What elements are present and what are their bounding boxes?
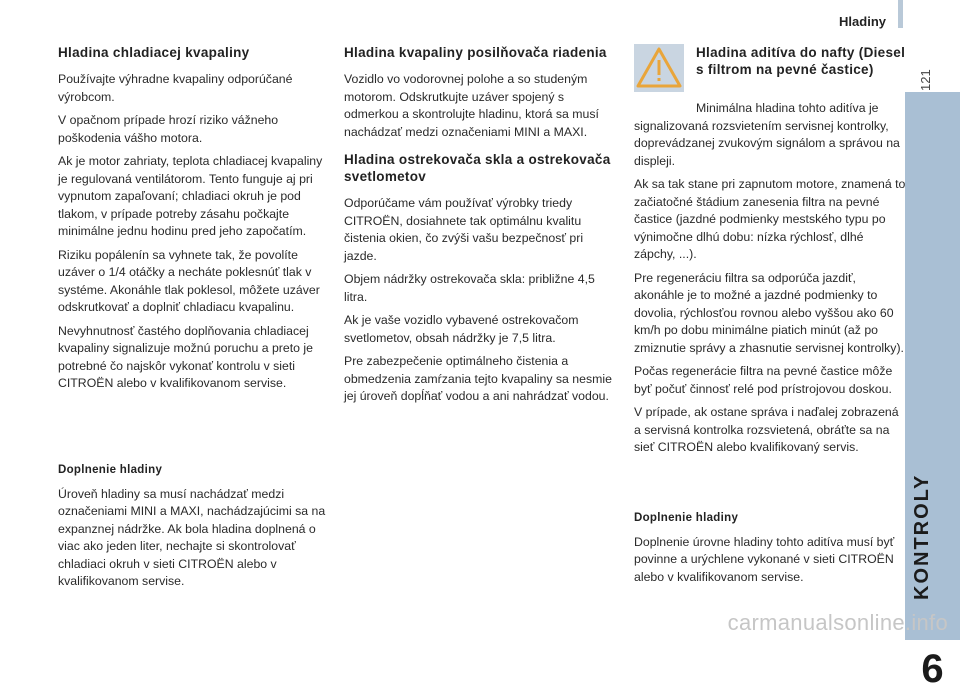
washer-para-2: Objem nádržky ostrekovača skla: približne 4,5 litra. [344,272,595,304]
washer-para-4: Pre zabezpečenie optimálneho čistenia a obmedzenia zamŕzania tejto kvapaliny sa nesmie jej úroveň dopĺňať vodou a ani nahrádzať vodou. [344,354,612,403]
warning-box [634,44,684,92]
chapter-label: KONTROLY [911,473,933,601]
additive-para-4: Počas regenerácie filtra na pevné častice môže byť počuť činnosť relé pod prístrojovou doskou. [634,364,893,396]
additive-title-box [696,44,908,84]
warning-triangle-icon [634,44,684,92]
additive-topup-section [634,510,908,592]
steering-title: Hladina kvapaliny posilňovača riadenia [344,45,607,60]
steering-washer-section [344,44,614,412]
coolant-para-1: Používajte výhradne kvapaliny odporúčané výrobcom. [58,72,293,104]
coolant-title: Hladina chladiacej kvapaliny [58,45,250,60]
section-title: Hladiny [839,14,886,29]
chapter-tab[interactable] [905,92,960,691]
chapter-number: 6 [921,647,944,691]
additive-topup-title: Doplnenie hladiny [634,512,739,524]
additive-para-2: Ak sa tak stane pri zapnutom motore, znamená to začiatočné štádium zanesenia filtra na pevné častice (jazdné podmienky mestského typu po výnimočne dlhú dobu: nízka rýchlosť, dlhé zápchy, ...). [634,177,906,261]
header-divider [898,0,903,28]
coolant-para-2: V opačnom prípade hrozí riziko vážneho poškodenia vášho motora. [58,113,279,145]
coolant-topup-section [58,462,330,597]
coolant-topup-title: Doplnenie hladiny [58,464,163,476]
coolant-para-5: Nevyhnutnosť častého doplňovania chladiacej kvapaliny signalizuje možnú poruchu a preto je potrebné čo najskôr vykonať kontrolu v sieti CITROËN alebo v kvalifikovanom servise. [58,323,313,390]
coolant-topup-para: Úroveň hladiny sa musí nachádzať medzi označeniami MINI a MAXI, nachádzajúcimi sa na expanznej nádržke. Ak bola hladina doplnená o viac ako jeden liter, nechajte si skontrolovať chladiaci okruh v sieti CITROËN alebo v kvalifikovanom servise. [58,486,326,588]
watermark: carmanualsonline.info [727,610,948,635]
coolant-para-3: Ak je motor zahriaty, teplota chladiacej kvapaliny je regulovaná ventilátorom. Tento funguje aj pri vypnutom zapaľovaní; chladiaci okruh je pod tlakom, v prípade potreby zásahu počkajte minimálne jednu hodinu pred jeho započatím. [58,154,323,238]
steering-para: Vozidlo vo vodorovnej polohe a so studeným motorom. Odskrutkujte uzáver spojený s odmerkou a skontrolujte hladinu, ktorá sa musí nachádzať medzi označeniami MINI a MAXI. [344,72,599,139]
additive-section [634,100,908,463]
additive-topup-para: Doplnenie úrovne hladiny tohto aditíva musí byť povinne a urýchlene vykonané v sieti CITROËN alebo v kvalifikovanom servise. [634,534,895,584]
additive-title: Hladina aditíva do nafty (Diesel s filtrom na pevné častice) [696,45,906,77]
additive-para-3: Pre regeneráciu filtra sa odporúča jazdiť, akonáhle je to možné a jazdné podmienky to dovolia, rýchlosťou rovnou alebo vyššou ako 60 km/h po dobu minimálne piatich minút (až po zmiznutie správy a zhasnutie servisnej kontrolky). [634,270,904,355]
washer-para-1: Odporúčame vám používať výrobky triedy CITROËN, dosiahnete tak optimálnu kvalitu čistenia okien, čo zvýši vašu bezpečnosť pri jazde. [344,196,584,263]
washer-title: Hladina ostrekovača skla a ostrekovača svetlometov [344,152,611,184]
page-number: 121 [918,69,933,91]
washer-para-3: Ak je vaše vozidlo vybavené ostrekovačom svetlometov, obsah nádržky je 7,5 litra. [344,313,579,345]
additive-para-5: V prípade, ak ostane správa i naďalej zobrazená a servisná kontrolka rozsvietená, obráťte sa na sieť CITROËN alebo kvalifikovaný servis. [634,405,899,454]
additive-para-1: Minimálna hladina tohto aditíva je signalizovaná rozsvietením servisnej kontrolky, doprevádzanej zvukovým signálom a správou na displeji. [634,101,900,168]
coolant-section [58,44,330,399]
coolant-para-4: Riziku popálenín sa vyhnete tak, že povolíte uzáver o 1/4 otáčky a necháte poklesnúť tlak v systéme. Akonáhle tlak poklesol, môžete uzáver odskrutkovať a doplniť chladiacu kvapalinu. [58,247,320,314]
